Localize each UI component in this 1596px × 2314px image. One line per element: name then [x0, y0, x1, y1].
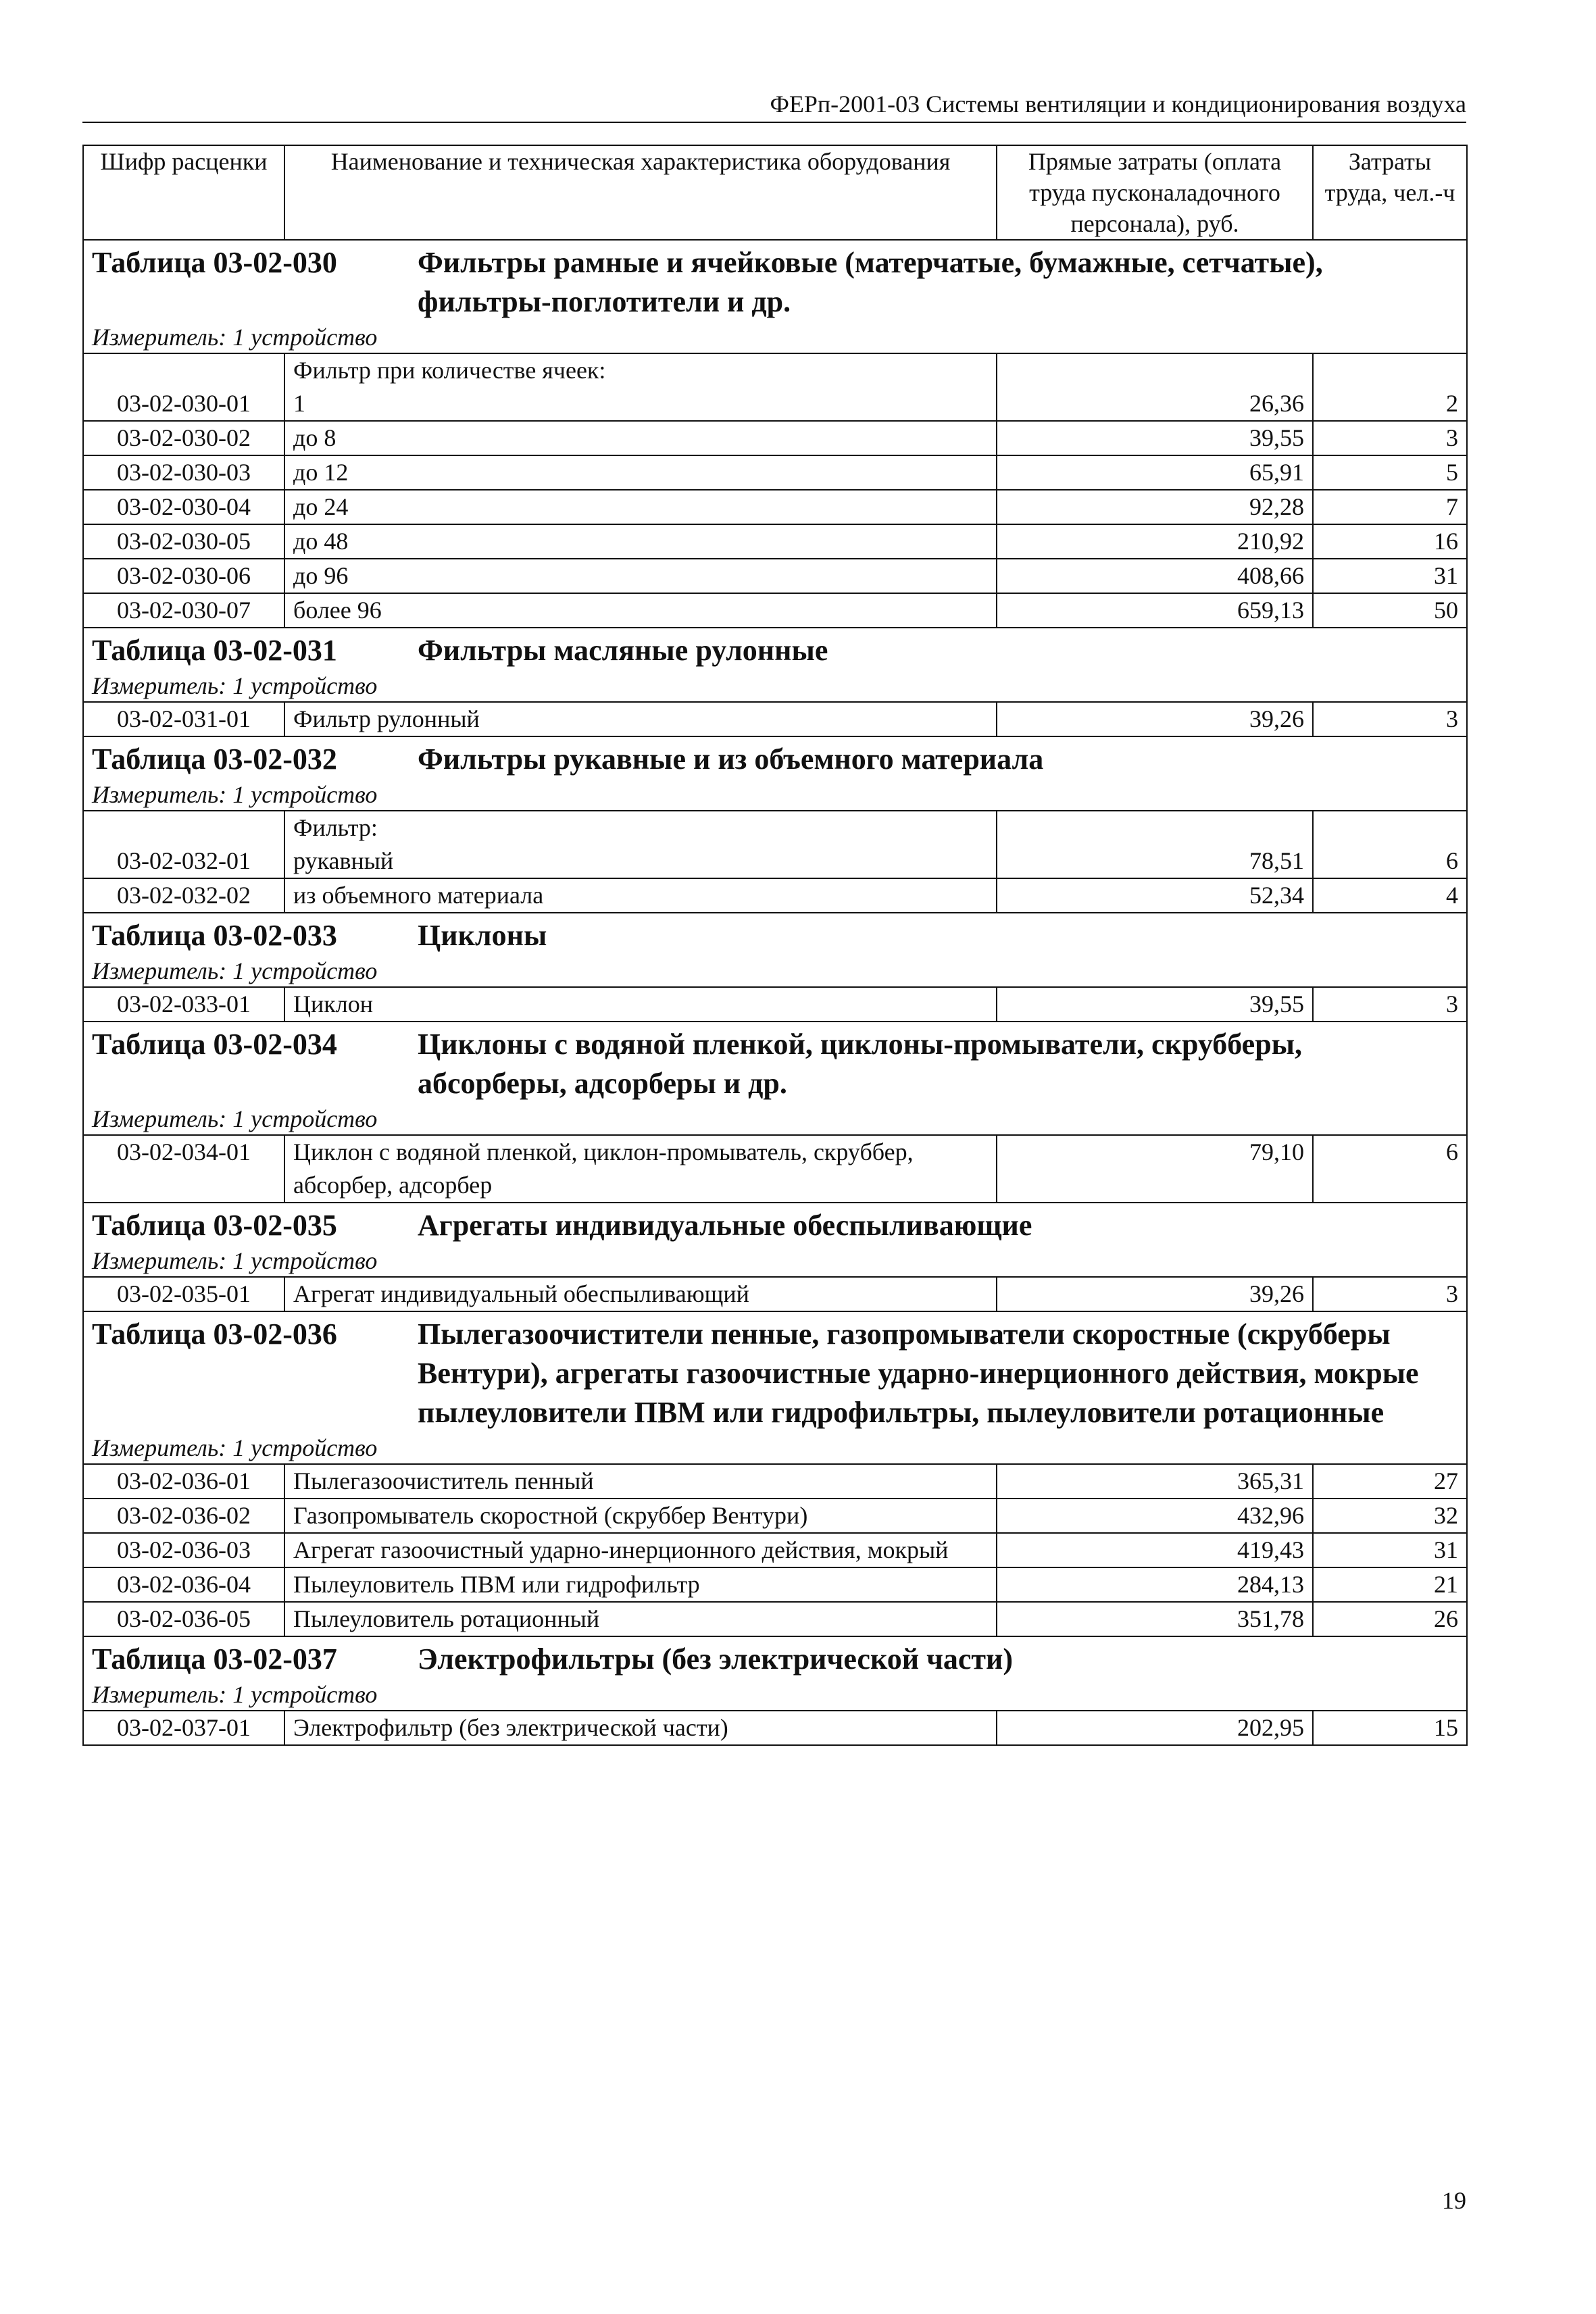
direct-cost: 202,95: [997, 1711, 1313, 1745]
equipment-name: более 96: [284, 593, 997, 628]
direct-cost: 408,66: [997, 559, 1313, 593]
running-header: ФЕРп-2001-03 Системы вентиляции и кондиционирования воздуха: [82, 89, 1466, 123]
equipment-name: 1: [284, 387, 997, 421]
table-row: [83, 845, 1467, 878]
equipment-name: Газопромыватель скоростной (скруббер Вентури): [284, 1499, 997, 1533]
measure-unit: 1 устройство: [232, 324, 378, 351]
labor-cost: 50: [1313, 593, 1467, 628]
equipment-name: Циклон с водяной пленкой, циклон-промыватель, скруббер, абсорбер, адсорбер: [284, 1135, 997, 1203]
direct-cost: 65,91: [997, 455, 1313, 490]
rates-table: [82, 145, 1468, 1746]
measure-label: Измеритель:: [92, 1105, 227, 1132]
table-row: [83, 1135, 1467, 1203]
section-title-row: [83, 736, 1467, 779]
direct-cost: 284,13: [997, 1567, 1313, 1602]
direct-cost: 92,28: [997, 490, 1313, 524]
labor-cost: 6: [1313, 845, 1467, 878]
labor-cost: 4: [1313, 878, 1467, 913]
rate-code: 03-02-030-04: [83, 490, 284, 524]
section-title: Циклоны с водяной пленкой, циклоны-промыватели, скрубберы, абсорберы, адсорберы и др.: [418, 1028, 1303, 1100]
labor-cost: 31: [1313, 1533, 1467, 1567]
measure-label: Измеритель:: [92, 957, 227, 984]
rate-code: 03-02-030-06: [83, 559, 284, 593]
equipment-name: Агрегат индивидуальный обеспыливающий: [284, 1277, 997, 1311]
group-label-row: [83, 811, 1467, 845]
header-code: Шифр расценки: [83, 145, 284, 240]
rate-code: 03-02-032-01: [83, 845, 284, 878]
group-label-row: [83, 353, 1467, 387]
rate-code: 03-02-032-02: [83, 878, 284, 913]
table-body: [83, 240, 1467, 1745]
rate-code: 03-02-030-01: [83, 387, 284, 421]
page-number: 19: [1442, 2187, 1466, 2214]
measure-row: [83, 1103, 1467, 1135]
labor-cost: 27: [1313, 1464, 1467, 1499]
measure-label: Измеритель:: [92, 781, 227, 808]
measure-unit: 1 устройство: [232, 957, 378, 984]
equipment-name: до 12: [284, 455, 997, 490]
direct-cost: 659,13: [997, 593, 1313, 628]
section-table-number: Таблица 03-02-031: [92, 634, 337, 667]
rate-code: 03-02-030-05: [83, 524, 284, 559]
equipment-name: рукавный: [284, 845, 997, 878]
rate-code: 03-02-036-02: [83, 1499, 284, 1533]
labor-cost: 6: [1313, 1135, 1467, 1203]
labor-cost: 3: [1313, 421, 1467, 455]
equipment-name: до 96: [284, 559, 997, 593]
direct-cost: 365,31: [997, 1464, 1313, 1499]
equipment-name: Электрофильтр (без электрической части): [284, 1711, 997, 1745]
table-row: [83, 1499, 1467, 1533]
rate-code: 03-02-035-01: [83, 1277, 284, 1311]
direct-cost: 39,55: [997, 987, 1313, 1022]
labor-cost: 21: [1313, 1567, 1467, 1602]
table-row: [83, 593, 1467, 628]
measure-row: [83, 779, 1467, 811]
labor-cost: 3: [1313, 987, 1467, 1022]
labor-cost: 7: [1313, 490, 1467, 524]
section-table-number: Таблица 03-02-036: [92, 1317, 337, 1351]
measure-unit: 1 устройство: [232, 1105, 378, 1132]
section-title-row: [83, 913, 1467, 955]
measure-unit: 1 устройство: [232, 781, 378, 808]
equipment-name: до 8: [284, 421, 997, 455]
labor-cost: 15: [1313, 1711, 1467, 1745]
section-title: Циклоны: [418, 919, 547, 952]
labor-cost: 16: [1313, 524, 1467, 559]
measure-row: [83, 1432, 1467, 1464]
rate-code: 03-02-030-02: [83, 421, 284, 455]
table-row: [83, 1602, 1467, 1636]
measure-row: [83, 322, 1467, 353]
direct-cost: 351,78: [997, 1602, 1313, 1636]
direct-cost: 432,96: [997, 1499, 1313, 1533]
table-row: [83, 421, 1467, 455]
direct-cost: 78,51: [997, 845, 1313, 878]
section-table-number: Таблица 03-02-034: [92, 1028, 337, 1061]
equipment-name: Пылеуловитель ПВМ или гидрофильтр: [284, 1567, 997, 1602]
section-title-row: [83, 1203, 1467, 1245]
table-row: [83, 490, 1467, 524]
equipment-name: Пылегазоочиститель пенный: [284, 1464, 997, 1499]
section-title-row: [83, 240, 1467, 322]
group-label: Фильтр:: [284, 811, 997, 845]
section-title: Фильтры рукавные и из объемного материала: [418, 743, 1044, 776]
labor-cost: 5: [1313, 455, 1467, 490]
equipment-name: Пылеуловитель ротационный: [284, 1602, 997, 1636]
labor-cost: 26: [1313, 1602, 1467, 1636]
direct-cost: 419,43: [997, 1533, 1313, 1567]
table-row: [83, 878, 1467, 913]
equipment-name: Фильтр рулонный: [284, 702, 997, 736]
section-table-number: Таблица 03-02-037: [92, 1642, 337, 1676]
equipment-name: Агрегат газоочистный ударно-инерционного действия, мокрый: [284, 1533, 997, 1567]
table-row: [83, 387, 1467, 421]
measure-label: Измеритель:: [92, 672, 227, 699]
rate-code: 03-02-036-01: [83, 1464, 284, 1499]
measure-label: Измеритель:: [92, 1247, 227, 1274]
equipment-name: до 48: [284, 524, 997, 559]
direct-cost: 210,92: [997, 524, 1313, 559]
measure-row: [83, 955, 1467, 987]
section-title: Электрофильтры (без электрической части): [418, 1642, 1014, 1676]
direct-cost: 39,26: [997, 702, 1313, 736]
labor-cost: 3: [1313, 1277, 1467, 1311]
section-title-row: [83, 1022, 1467, 1103]
section-table-number: Таблица 03-02-033: [92, 919, 337, 952]
direct-cost: 79,10: [997, 1135, 1313, 1203]
labor-cost: 31: [1313, 559, 1467, 593]
measure-unit: 1 устройство: [232, 1247, 378, 1274]
equipment-name: из объемного материала: [284, 878, 997, 913]
section-title-row: [83, 628, 1467, 670]
table-row: [83, 524, 1467, 559]
measure-label: Измеритель:: [92, 324, 227, 351]
table-row: [83, 1711, 1467, 1745]
direct-cost: 52,34: [997, 878, 1313, 913]
measure-row: [83, 1245, 1467, 1277]
header-direct-costs: Прямые затраты (оплата труда пусконаладочного персонала), руб.: [997, 145, 1313, 240]
section-title-row: [83, 1636, 1467, 1679]
table-row: [83, 455, 1467, 490]
header-name: Наименование и техническая характеристика оборудования: [284, 145, 997, 240]
table-row: [83, 1464, 1467, 1499]
direct-cost: 26,36: [997, 387, 1313, 421]
rate-code: 03-02-036-04: [83, 1567, 284, 1602]
rate-code: 03-02-034-01: [83, 1135, 284, 1203]
equipment-name: до 24: [284, 490, 997, 524]
table-header-row: [83, 145, 1467, 240]
table-row: [83, 559, 1467, 593]
measure-label: Измеритель:: [92, 1434, 227, 1461]
labor-cost: 3: [1313, 702, 1467, 736]
measure-row: [83, 670, 1467, 702]
rate-code: 03-02-036-03: [83, 1533, 284, 1567]
measure-unit: 1 устройство: [232, 672, 378, 699]
header-labor: Затраты труда, чел.-ч: [1313, 145, 1467, 240]
labor-cost: 32: [1313, 1499, 1467, 1533]
section-table-number: Таблица 03-02-030: [92, 246, 337, 279]
labor-cost: 2: [1313, 387, 1467, 421]
table-row: [83, 702, 1467, 736]
rate-code: 03-02-031-01: [83, 702, 284, 736]
measure-label: Измеритель:: [92, 1681, 227, 1708]
table-row: [83, 1533, 1467, 1567]
section-title-row: [83, 1311, 1467, 1432]
direct-cost: 39,55: [997, 421, 1313, 455]
measure-row: [83, 1679, 1467, 1711]
table-row: [83, 987, 1467, 1022]
group-label: Фильтр при количестве ячеек:: [284, 353, 997, 387]
rate-code: 03-02-030-07: [83, 593, 284, 628]
measure-unit: 1 устройство: [232, 1681, 378, 1708]
section-title: Фильтры рамные и ячейковые (матерчатые, бумажные, сетчатые), фильтры-поглотители и др.: [418, 246, 1323, 318]
direct-cost: 39,26: [997, 1277, 1313, 1311]
section-title: Пылегазоочистители пенные, газопромыватели скоростные (скрубберы Вентури), агрегаты газоочистные ударно-инерционного действия, мокрые пылеуловители ПВМ или гидрофильтры, пылеуловители ротационные: [418, 1317, 1419, 1429]
rate-code: 03-02-033-01: [83, 987, 284, 1022]
measure-unit: 1 устройство: [232, 1434, 378, 1461]
rate-code: 03-02-037-01: [83, 1711, 284, 1745]
section-title: Агрегаты индивидуальные обеспыливающие: [418, 1209, 1032, 1242]
table-row: [83, 1567, 1467, 1602]
section-table-number: Таблица 03-02-035: [92, 1209, 337, 1242]
equipment-name: Циклон: [284, 987, 997, 1022]
rate-code: 03-02-030-03: [83, 455, 284, 490]
table-row: [83, 1277, 1467, 1311]
section-title: Фильтры масляные рулонные: [418, 634, 828, 667]
section-table-number: Таблица 03-02-032: [92, 743, 337, 776]
rate-code: 03-02-036-05: [83, 1602, 284, 1636]
